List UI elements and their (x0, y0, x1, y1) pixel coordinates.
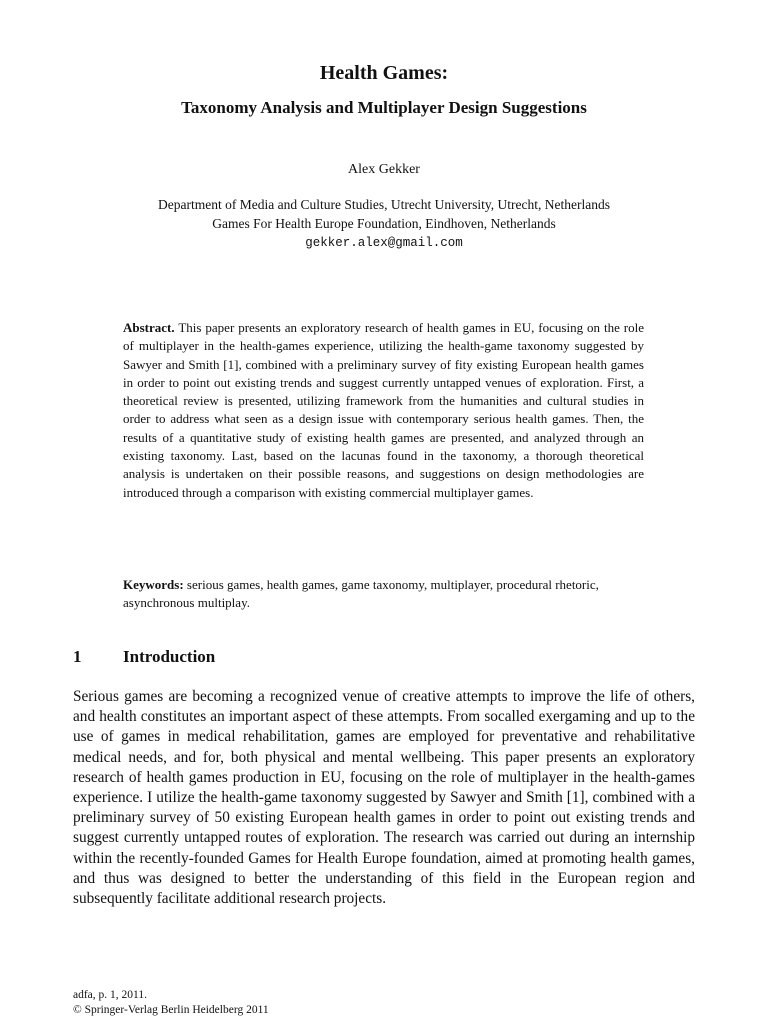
affiliation-2: Games For Health Europe Foundation, Eindhoven, Netherlands (212, 216, 556, 231)
footer-line-1: adfa, p. 1, 2011. (73, 989, 147, 1001)
introduction-paragraph: Serious games are becoming a recognized venue of creative attempts to improve the life of others, and health constitutes an important aspect of these attempts. From socalled exergaming and up to the use of games in medical rehabilitation, games are employed for preventative and rehabilitative medical needs, and for, both physical and mental wellbeing. This paper presents an exploratory research of health games production in EU, focusing on the role of multiplayer in the health-games experience. I utilize the health-game taxonomy suggested by Sawyer and Smith [1], combined with a preliminary survey of 50 existing European health games in order to point out existing trends and suggest currently untapped routes of exploration. The research was carried out during an internship within the recently-founded Games for Health Europe foundation, aimed at promoting health games, and thus was designed to better the understanding of this field in the European region and subsequently facilitate additional research projects. (73, 688, 695, 908)
keywords (123, 576, 644, 613)
abstract-label: Abstract. (123, 320, 175, 335)
abstract-text: This paper presents an exploratory research of health games in EU, focusing on the role of multiplayer in the health-games experience, utilizing the health-game taxonomy suggested by Sawyer and Smith [1], combined with a preliminary survey of fity existing European health games in order to point out existing trends and suggest currently untapped venues of exploration. First, a theoretical review is presented, utilizing framework from the humanities and cultural studies in order to address what seen as a design issue with contemporary serious health games. Then, the results of a quantitative study of existing health games are presented, and analyzed through an existing taxonomy. Last, based on the lacunas found in the taxonomy, a thorough theoretical analysis is undertaken on their possible reasons, and suggestions on design methodologies are introduced through a comparison with existing commercial multiplayer games. (123, 320, 644, 500)
paper-title: Health Games: (319, 62, 449, 84)
section-number: 1 (73, 647, 82, 666)
author-name: Alex Gekker (348, 162, 420, 177)
footer (73, 988, 269, 1018)
affiliation-1: Department of Media and Culture Studies, Utrecht University, Utrecht, Netherlands (158, 197, 610, 212)
author-email: gekker.alex@gmail.com (305, 236, 463, 250)
keywords-label: Keywords: (123, 577, 184, 592)
footer-copyright: © Springer-Verlag Berlin Heidelberg 2011 (73, 1004, 269, 1016)
paper-subtitle: Taxonomy Analysis and Multiplayer Design Suggestions (181, 98, 587, 117)
section-title: Introduction (123, 647, 216, 666)
keywords-text: serious games, health games, game taxonomy, multiplayer, procedural rhetoric, asynchronous multiplay. (123, 577, 599, 611)
abstract (123, 319, 644, 502)
section-heading (73, 646, 215, 668)
